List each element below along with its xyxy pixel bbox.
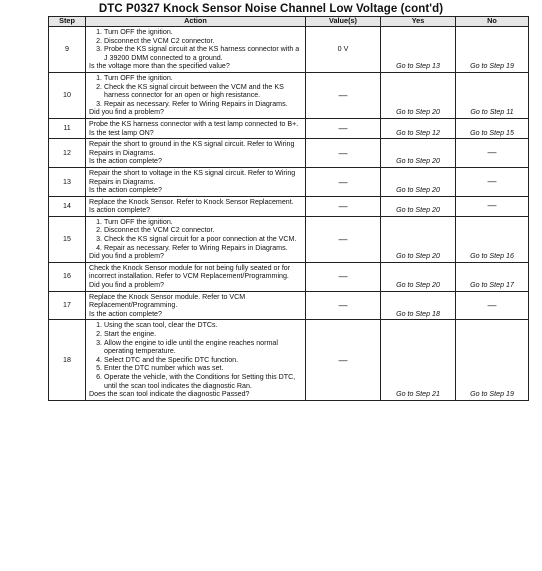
list-item: 3. Repair as necessary. Refer to Wiring Repairs in Diagrams. xyxy=(104,100,302,109)
header-yes: Yes xyxy=(381,17,456,27)
list-item: 1. Turn OFF the ignition. xyxy=(104,218,302,227)
action-list xyxy=(89,321,302,390)
yes-cell: Go to Step 12 xyxy=(381,118,456,138)
header-action: Action xyxy=(86,17,306,27)
yes-cell: Go to Step 18 xyxy=(381,291,456,320)
yes-cell: Go to Step 20 xyxy=(381,196,456,216)
table-row xyxy=(49,216,529,262)
question-text: Is the action complete? xyxy=(89,157,162,166)
action-cell xyxy=(86,262,306,291)
header-value: Value(s) xyxy=(306,17,381,27)
question-text: Did you find a problem? xyxy=(89,108,164,117)
question-text: Does the scan tool indicate the diagnostic Passed? xyxy=(89,390,250,399)
step-number: 9 xyxy=(49,27,86,73)
action-cell xyxy=(86,27,306,73)
table-row xyxy=(49,27,529,73)
no-cell: Go to Step 19 xyxy=(456,27,529,73)
step-number: 17 xyxy=(49,291,86,320)
question-text: Is the action complete? xyxy=(89,186,162,195)
value-cell: — xyxy=(306,167,381,196)
list-item: 1. Turn OFF the ignition. xyxy=(104,74,302,83)
question-text: Did you find a problem? xyxy=(89,252,164,261)
table-row xyxy=(49,196,529,216)
step-number: 10 xyxy=(49,72,86,118)
yes-cell: Go to Step 20 xyxy=(381,72,456,118)
value-cell: — xyxy=(306,291,381,320)
yes-cell: Go to Step 21 xyxy=(381,320,456,400)
action-list xyxy=(89,28,302,62)
value-cell: 0 V xyxy=(306,27,381,73)
no-cell: — xyxy=(456,291,529,320)
action-cell xyxy=(86,196,306,216)
action-list xyxy=(89,218,302,252)
table-row xyxy=(49,262,529,291)
diagnostic-table xyxy=(48,16,529,401)
table-row xyxy=(49,118,529,138)
list-item: 3. Probe the KS signal circuit at the KS harness connector with a J 39200 DMM connected to a ground. xyxy=(104,45,302,62)
action-text: Repair the short to voltage in the KS signal circuit. Refer to Wiring Repairs in Diagrams. xyxy=(89,168,296,186)
list-item: 5. Enter the DTC number which was set. xyxy=(104,364,302,373)
action-text: Repair the short to ground in the KS signal circuit. Refer to Wiring Repairs in Diagrams. xyxy=(89,140,295,157)
action-text: Replace the Knock Sensor. Refer to Knock Sensor Replacement. xyxy=(89,197,294,206)
no-cell: Go to Step 15 xyxy=(456,118,529,138)
no-cell: Go to Step 11 xyxy=(456,72,529,118)
no-cell: — xyxy=(456,167,529,196)
page-title: DTC P0327 Knock Sensor Noise Channel Low Voltage (cont'd) xyxy=(98,3,444,15)
header-no: No xyxy=(456,17,529,27)
action-cell xyxy=(86,72,306,118)
header-step: Step xyxy=(49,17,86,27)
table-row xyxy=(49,139,529,168)
question-text: Is the voltage more than the specified value? xyxy=(89,62,230,71)
question-text: Is the test lamp ON? xyxy=(89,128,154,137)
action-text: Probe the KS harness connector with a test lamp connected to B+. xyxy=(89,119,299,128)
value-cell: — xyxy=(306,196,381,216)
header-row xyxy=(49,17,529,27)
yes-cell: Go to Step 20 xyxy=(381,262,456,291)
no-cell: Go to Step 19 xyxy=(456,320,529,400)
action-text: Replace the Knock Sensor module. Refer to VCM Replacement/Programming. xyxy=(89,292,246,310)
value-cell: — xyxy=(306,72,381,118)
step-number: 12 xyxy=(49,139,86,168)
list-item: 6. Operate the vehicle, with the Conditions for Setting this DTC, until the scan tool indicates the diagnostic Ran. xyxy=(104,373,302,390)
no-cell: Go to Step 16 xyxy=(456,216,529,262)
list-item: 4. Select DTC and the Specific DTC function. xyxy=(104,356,302,365)
yes-cell: Go to Step 20 xyxy=(381,216,456,262)
table-row xyxy=(49,72,529,118)
value-cell: — xyxy=(306,320,381,400)
no-cell: — xyxy=(456,196,529,216)
list-item: 3. Allow the engine to idle until the engine reaches normal operating temperature. xyxy=(104,339,302,356)
list-item: 2. Check the KS signal circuit between the VCM and the KS harness connector for an open or high resistance. xyxy=(104,83,302,100)
table-row xyxy=(49,167,529,196)
no-cell: Go to Step 17 xyxy=(456,262,529,291)
list-item: 2. Disconnect the VCM C2 connector. xyxy=(104,226,302,235)
action-text: Check the Knock Sensor module for not being fully seated or for incorrect installation. Refer to VCM Replacement/Programming. xyxy=(89,263,291,281)
action-cell xyxy=(86,291,306,320)
action-cell xyxy=(86,118,306,138)
value-cell: — xyxy=(306,216,381,262)
step-number: 13 xyxy=(49,167,86,196)
list-item: 4. Repair as necessary. Refer to Wiring Repairs in Diagrams. xyxy=(104,244,302,253)
step-number: 18 xyxy=(49,320,86,400)
list-item: 1. Using the scan tool, clear the DTCs. xyxy=(104,321,302,330)
table-row xyxy=(49,320,529,400)
step-number: 16 xyxy=(49,262,86,291)
list-item: 3. Check the KS signal circuit for a poor connection at the VCM. xyxy=(104,235,302,244)
question-text: Did you find a problem? xyxy=(89,281,164,290)
no-cell: — xyxy=(456,139,529,168)
value-cell: — xyxy=(306,118,381,138)
list-item: 2. Start the engine. xyxy=(104,330,302,339)
action-cell xyxy=(86,139,306,168)
table-row xyxy=(49,291,529,320)
yes-cell: Go to Step 20 xyxy=(381,139,456,168)
yes-cell: Go to Step 20 xyxy=(381,167,456,196)
action-cell xyxy=(86,216,306,262)
step-number: 11 xyxy=(49,118,86,138)
value-cell: — xyxy=(306,262,381,291)
step-number: 14 xyxy=(49,196,86,216)
question-text: Is the action complete? xyxy=(89,309,162,318)
list-item: 2. Disconnect the VCM C2 connector. xyxy=(104,37,302,46)
action-cell xyxy=(86,167,306,196)
step-number: 15 xyxy=(49,216,86,262)
action-cell xyxy=(86,320,306,400)
action-list xyxy=(89,74,302,108)
value-cell: — xyxy=(306,139,381,168)
list-item: 1. Turn OFF the ignition. xyxy=(104,28,302,37)
yes-cell: Go to Step 13 xyxy=(381,27,456,73)
question-text: Is action complete? xyxy=(89,206,151,215)
